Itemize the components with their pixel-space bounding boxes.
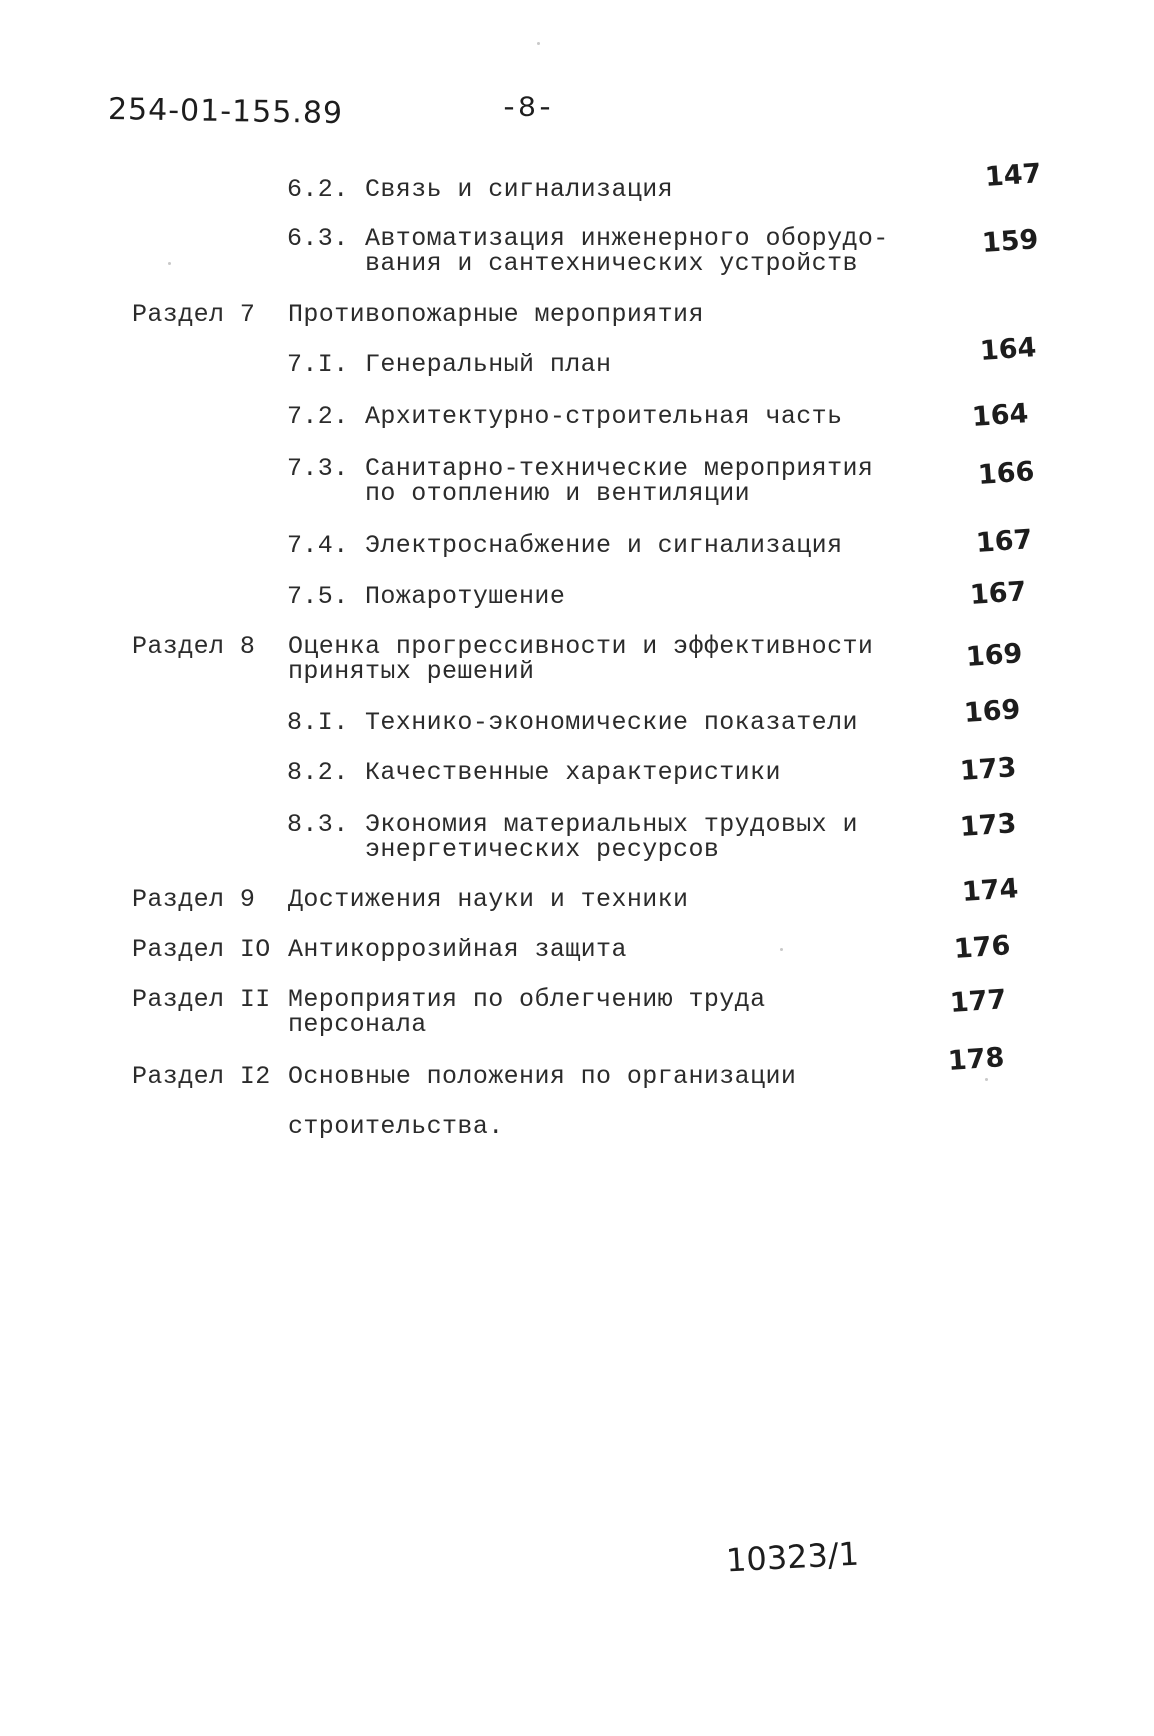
entry-title-line: Мероприятия по облегчению труда [288, 985, 766, 1014]
inventory-number: 10323/1 [725, 1534, 860, 1580]
entry-title-line: Санитарно-технические мероприятия [365, 454, 874, 483]
subsection-number: 8.2. [287, 758, 349, 787]
page-reference: 159 [980, 224, 1040, 259]
page-reference: 166 [976, 456, 1036, 491]
entry-title-line: Антикоррозийная защита [288, 935, 627, 964]
entry-title-line: Генеральный план [365, 350, 612, 379]
section-label: Раздел I2 [132, 1062, 271, 1091]
page-reference: 173 [958, 808, 1018, 843]
entry-title-line: энергетических ресурсов [365, 835, 720, 864]
section-label: Раздел 9 [132, 885, 256, 914]
paper-speck [780, 948, 783, 951]
page-reference: 173 [958, 752, 1018, 787]
entry-title-line: Противопожарные мероприятия [288, 300, 704, 329]
entry-title-line: Оценка прогрессивности и эффективности [288, 632, 874, 661]
entry-title-line: Связь и сигнализация [365, 175, 674, 204]
subsection-number: 7.I. [287, 350, 349, 379]
page-reference: 177 [948, 984, 1008, 1019]
page-reference: 147 [983, 158, 1043, 193]
entry-title-line: персонала [288, 1010, 427, 1039]
entry-title-line: Качественные характеристики [365, 758, 781, 787]
subsection-number: 7.2. [287, 402, 349, 431]
entry-title-line: вания и сантехнических устройств [365, 249, 858, 278]
entry-title-line: принятых решений [288, 657, 535, 686]
paper-speck [985, 1078, 988, 1081]
page-reference: 178 [946, 1042, 1006, 1077]
entry-title-line: Основные положения по организации [288, 1062, 797, 1091]
entry-title-line: Архитектурно-строительная часть [365, 402, 843, 431]
paper-speck [168, 262, 171, 265]
page-reference: 167 [968, 576, 1028, 611]
page-reference: 176 [952, 930, 1012, 965]
page-reference: 167 [974, 524, 1034, 559]
page-reference: 174 [960, 873, 1020, 908]
section-label: Раздел IO [132, 935, 271, 964]
section-label: Раздел II [132, 985, 271, 1014]
subsection-number: 6.3. [287, 224, 349, 253]
page-reference: 169 [964, 638, 1024, 673]
page-reference: 164 [978, 332, 1038, 367]
page-number: -8- [500, 92, 555, 126]
section-label: Раздел 7 [132, 300, 256, 329]
subsection-number: 8.3. [287, 810, 349, 839]
paper-speck [537, 42, 540, 45]
entry-title-line: Экономия материальных трудовых и [365, 810, 858, 839]
entry-title-line: Достижения науки и техники [288, 885, 689, 914]
page-reference: 169 [962, 694, 1022, 729]
subsection-number: 7.5. [287, 582, 349, 611]
entry-title-line: строительства. [288, 1112, 504, 1141]
subsection-number: 6.2. [287, 175, 349, 204]
entry-title-line: Технико-экономические показатели [365, 708, 858, 737]
document-code: 254-01-155.89 [107, 91, 344, 132]
section-label: Раздел 8 [132, 632, 256, 661]
entry-title-line: по отоплению и вентиляции [365, 479, 751, 508]
entry-title-line: Автоматизация инженерного оборудо- [365, 224, 889, 253]
entry-title-line: Электроснабжение и сигнализация [365, 531, 843, 560]
subsection-number: 7.4. [287, 531, 349, 560]
subsection-number: 7.3. [287, 454, 349, 483]
subsection-number: 8.I. [287, 708, 349, 737]
page-reference: 164 [970, 398, 1030, 433]
entry-title-line: Пожаротушение [365, 582, 566, 611]
